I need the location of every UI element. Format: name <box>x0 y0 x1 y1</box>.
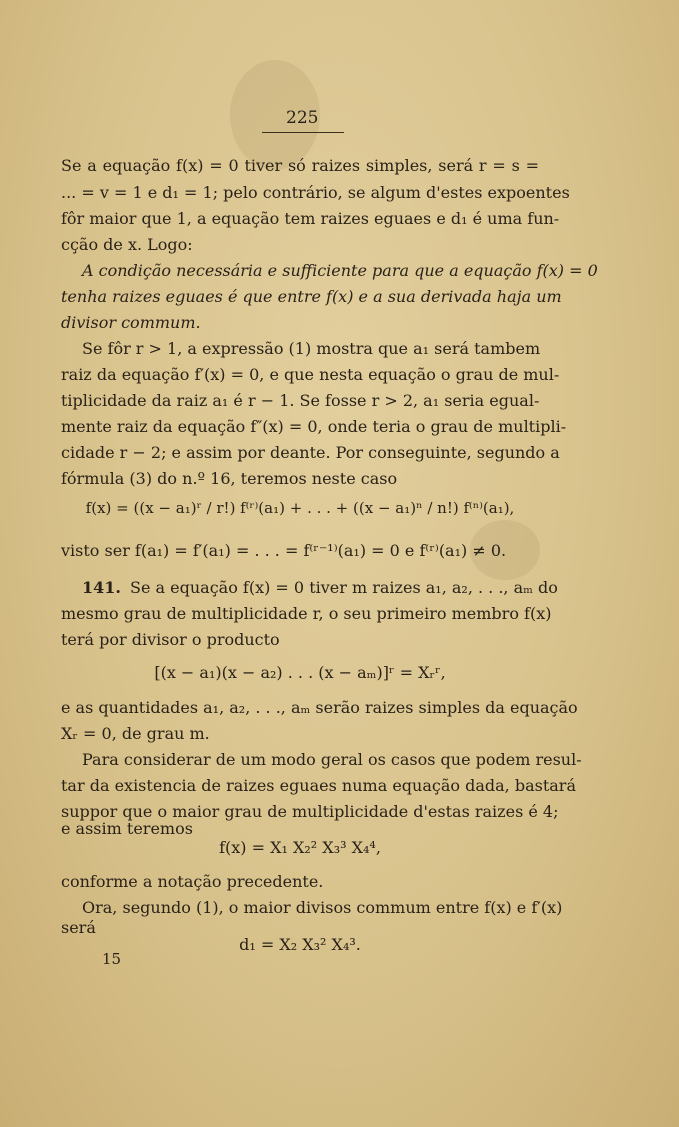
text-line: Se a equação f(x) = 0 tiver só raizes simples, será r = s = <box>61 156 539 175</box>
text-line: visto ser f(a₁) = f′(a₁) = . . . = f⁽ʳ⁻¹⁾(a₁) = 0 e f⁽ʳ⁾(a₁) ≠ 0. <box>61 541 507 560</box>
text-line: Se fôr r > 1, a expressão (1) mostra que a₁ será tambem <box>82 339 541 358</box>
theorem-line: divisor commum. <box>61 313 201 332</box>
equation-gcd: d₁ = X₂ X₃² X₄³. <box>239 935 361 954</box>
text-line: fórmula (3) do n.º 16, teremos neste caso <box>61 469 398 488</box>
header-rule <box>262 132 344 133</box>
text-line: raiz da equação f′(x) = 0, e que nesta equação o grau de mul- <box>61 365 560 384</box>
text-line: conforme a notação precedente. <box>61 872 324 891</box>
text-line: tiplicidade da raiz a₁ é r − 1. Se fosse r > 2, a₁ seria egual- <box>61 391 540 410</box>
text-line: fôr maior que 1, a equação tem raizes eguaes e d₁ é uma fun- <box>61 209 560 228</box>
text-line: suppor que o maior grau de multiplicidade d'estas raizes é 4; <box>61 802 559 821</box>
text-line: será <box>61 918 96 937</box>
text-line: cidade r − 2; e assim por deante. Por conseguinte, segundo a <box>61 443 560 462</box>
theorem-line: tenha raizes eguaes é que entre f(x) e a sua derivada haja um <box>61 287 562 306</box>
equation-taylor: f(x) = ((x − a₁)ʳ / r!) f⁽ʳ⁾(a₁) + . . . + ((x − a₁)ⁿ / n!) f⁽ⁿ⁾(a₁), <box>85 499 515 517</box>
theorem-line: A condição necessária e sufficiente para que a equação f(x) = 0 <box>82 261 598 280</box>
text-line: e assim teremos <box>61 819 193 838</box>
text-line: mesmo grau de multiplicidade r, o seu primeiro membro f(x) <box>61 604 552 623</box>
page-number: 225 <box>286 108 319 128</box>
text-line: Ora, segundo (1), o maior divisos commum entre f(x) e f′(x) <box>82 898 563 917</box>
text-line: e as quantidades a₁, a₂, . . ., aₘ serão raizes simples da equação <box>61 698 578 717</box>
equation-factorization: f(x) = X₁ X₂² X₃³ X₄⁴, <box>219 838 381 857</box>
text-line: Para considerar de um modo geral os casos que podem resul- <box>82 750 582 769</box>
text-line: Xᵣ = 0, de grau m. <box>61 724 210 743</box>
text-line: ... = v = 1 e d₁ = 1; pelo contrário, se algum d'estes expoentes <box>61 183 570 202</box>
text-line: terá por divisor o producto <box>61 630 280 649</box>
text-line: Se a equação f(x) = 0 tiver m raizes a₁, a₂, . . ., aₘ do <box>130 578 558 597</box>
section-number: 141. <box>82 578 121 597</box>
text-line: cção de x. Logo: <box>61 235 193 254</box>
text-line: mente raiz da equação f″(x) = 0, onde teria o grau de multipli- <box>61 417 567 436</box>
equation-product: [(x − a₁)(x − a₂) . . . (x − aₘ)]ʳ = Xᵣʳ, <box>154 663 446 682</box>
text-line: tar da existencia de raizes eguaes numa equação dada, bastará <box>61 776 576 795</box>
signature-mark: 15 <box>102 950 122 968</box>
